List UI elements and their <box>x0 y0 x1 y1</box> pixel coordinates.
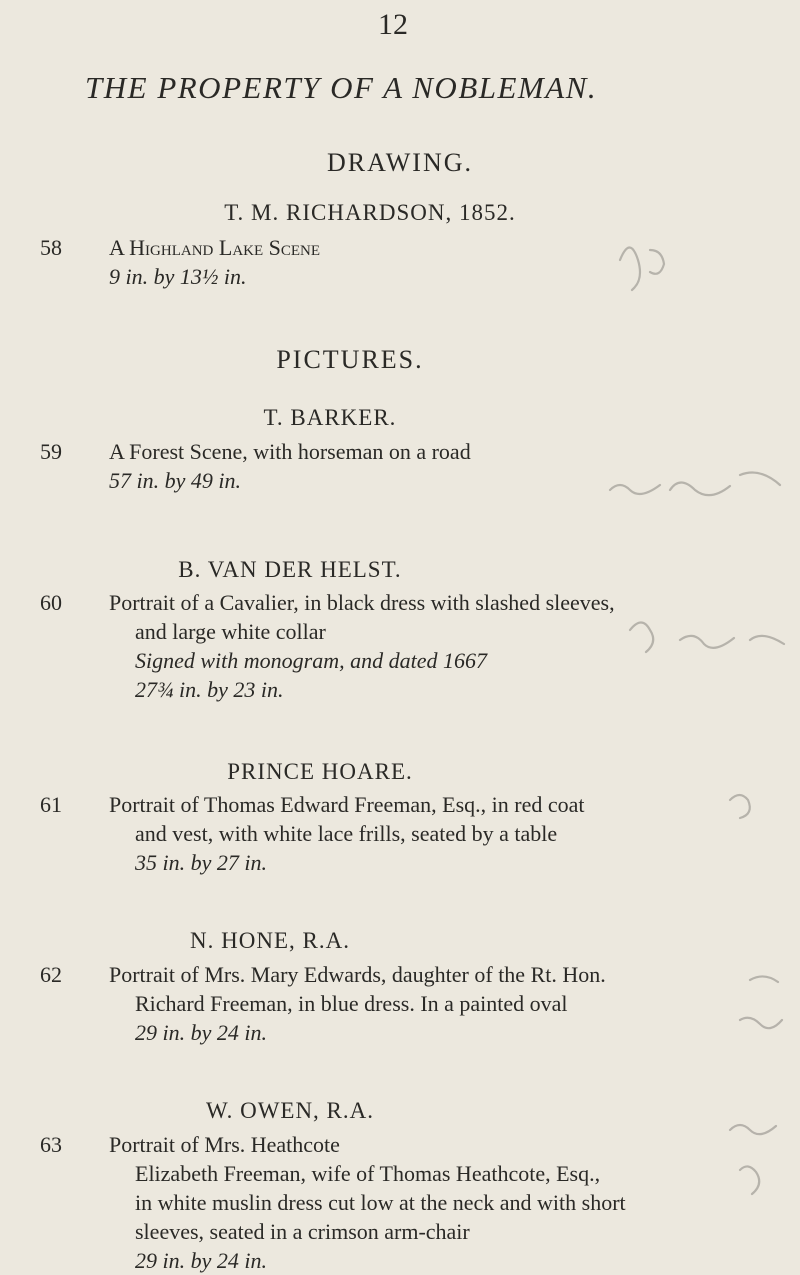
lot-description: in white muslin dress cut low at the neck and with short <box>135 1190 626 1215</box>
lot-number: 62 <box>40 962 62 987</box>
lot-62-artist: N. HONE, R.A. <box>190 928 350 953</box>
lot-dimensions: 57 in. by 49 in. <box>109 468 241 493</box>
lot-number: 58 <box>40 235 62 260</box>
lot-number: 60 <box>40 590 62 615</box>
lot-dimensions: 35 in. by 27 in. <box>135 850 267 875</box>
lot-description: Elizabeth Freeman, wife of Thomas Heathcote, Esq., <box>135 1161 601 1186</box>
section-heading-drawing: DRAWING. <box>326 148 474 177</box>
lot-dimensions: 9 in. by 13½ in. <box>109 264 247 289</box>
lot-title: A Highland Lake Scene <box>109 235 321 260</box>
lot-63-artist: W. OWEN, R.A. <box>205 1098 375 1123</box>
lot-title: A Forest Scene, with horseman on a road <box>109 439 471 464</box>
lot-title: Portrait of Thomas Edward Freeman, Esq., in red coat <box>109 792 585 817</box>
lot-number: 63 <box>40 1132 62 1157</box>
running-head: THE PROPERTY OF A NOBLEMAN. <box>85 70 598 105</box>
pencil-annotations <box>600 220 800 1220</box>
section-heading-pictures: PICTURES. <box>276 345 424 374</box>
lot-title: Portrait of Mrs. Heathcote <box>109 1132 340 1157</box>
lot-number: 61 <box>40 792 62 817</box>
page-number: 12 <box>378 8 408 41</box>
lot-58-artist: T. M. RICHARDSON, 1852. <box>224 200 516 225</box>
lot-title: Portrait of Mrs. Mary Edwards, daughter of the Rt. Hon. <box>109 962 606 987</box>
lot-signature: Signed with monogram, and dated 1667 <box>135 648 487 673</box>
lot-59-artist: T. BARKER. <box>263 405 397 430</box>
lot-dimensions: 29 in. by 24 in. <box>135 1020 267 1045</box>
lot-description: and vest, with white lace frills, seated by a table <box>135 821 558 846</box>
lot-description: and large white collar <box>135 619 326 644</box>
lot-dimensions: 29 in. by 24 in. <box>135 1248 267 1273</box>
lot-60-artist: B. VAN DER HELST. <box>178 557 402 582</box>
lot-description: Richard Freeman, in blue dress. In a painted oval <box>135 991 568 1016</box>
lot-description: sleeves, seated in a crimson arm-chair <box>135 1219 470 1244</box>
lot-dimensions: 27¾ in. by 23 in. <box>135 677 284 702</box>
lot-number: 59 <box>40 439 62 464</box>
lot-title: Portrait of a Cavalier, in black dress with slashed sleeves, <box>109 590 615 615</box>
lot-61-artist: PRINCE HOARE. <box>227 759 413 784</box>
